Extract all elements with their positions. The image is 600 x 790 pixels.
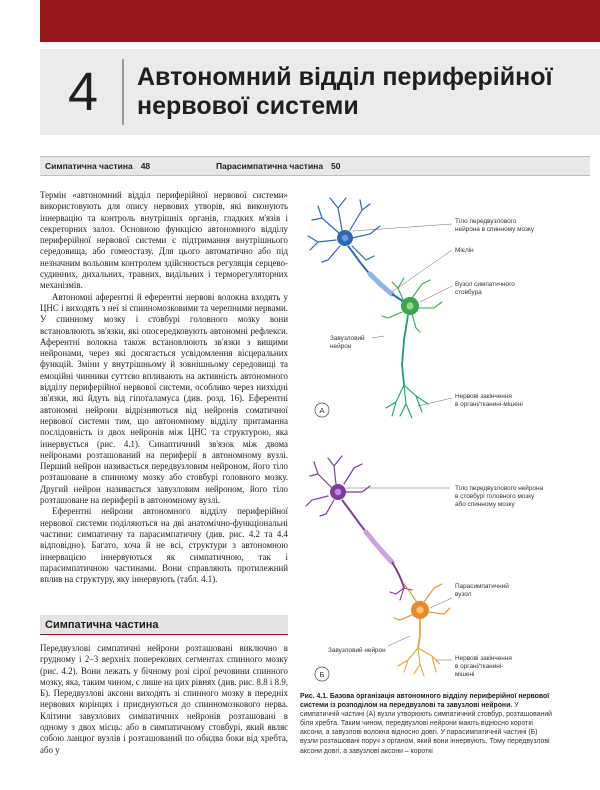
svg-text:Б: Б — [319, 670, 325, 679]
toc-item-parasympathetic[interactable] — [216, 157, 341, 175]
svg-text:А: А — [319, 406, 325, 415]
label-preganglionic-b: Тіло передвузлового нейрона — [455, 485, 544, 492]
chapter-title-line1: Автономний відділ периферійної — [137, 63, 553, 91]
svg-text:стовбура: стовбура — [455, 289, 482, 296]
chapter-header — [40, 49, 600, 135]
postganglionic-axon-a — [402, 315, 408, 385]
body-text — [40, 190, 288, 585]
svg-text:нейрон: нейрон — [330, 343, 352, 350]
figure-caption — [300, 692, 555, 756]
label-ganglion-a: Вузол симпатичного — [455, 281, 515, 288]
chapter-divider — [122, 59, 124, 125]
paragraph: Еферентні нейрони автономного відділу периферійної нервової системи поділяються на дві анатомічно-функціональні частини: симпатичну та парасимпатичну (див. рис. 4.2 та 4.4 відповідно). Багато, хоча й не всі, структури з автономною іннервацією іннервуються як симпатичною, так і парасимпатичною частинами. Вони справляють протилежний вплив на структуру, яку іннервують (табл. 4.1). — [40, 506, 288, 585]
nerve-endings-b — [398, 648, 440, 676]
svg-text:або спинному мозку: або спинному мозку — [455, 501, 515, 508]
paragraph: Автономні аферентні й еферентні нервові волокна входять у ЦНС і виходять з неї зі спинномозковими та черепними нервами. У спинному мозку і стовбурі головного мозку вони встановлюють зв'язки, які опосередковують автономні рефлекси. Аферентні волокна також встановлюють зв'язки з вищими нейронами, через які досягається усвідомлення вісцеральних функцій. Зміни у внутрішньому й зовнішньому середовищі та емоційні чинники суттєво впливають на активність автономного відділу периферійної нервової системи, особливо через низхідні зв'язки, які йдуть від гіпоталамуса (див. розд. 16). Еферентні автономні нейрони відрізняються від нейронів соматичної нервової системи тим, що автономному відділу притаманна послідовність із двох нейронів між ЦНС та структурою, яка іннервується (рис. 4.1). Синаптичний зв'язок між двома нейронами розташований на периферії в автономному вузлі. Перший нейрон називається передвузловим нейроном, його тіло розташоване в спинному мозку або стовбурі головного мозку. Другий нейрон називається завузловим нейроном, його тіло розташоване на периферії в автономному вузлі. — [40, 291, 288, 506]
label-myelin-a: Мієлін — [455, 247, 474, 254]
svg-text:мішені: мішені — [455, 671, 475, 678]
toc-item-sympathetic[interactable] — [45, 157, 150, 175]
section-heading: Симпатична частина — [40, 615, 288, 635]
label-endings-b: Нервові закінчення — [455, 655, 512, 662]
chapter-color-bar — [40, 0, 600, 42]
chapter-title-line2: нервової системи — [137, 92, 359, 120]
toc-label: Парасимпатична частина — [216, 161, 324, 171]
chapter-contents-bar — [40, 156, 590, 176]
chapter-title — [137, 63, 557, 121]
toc-page: 50 — [331, 161, 341, 171]
svg-text:нейрона в спинному мозку: нейрона в спинному мозку — [455, 226, 534, 233]
paragraph: Термін «автономний відділ периферійної нервової системи» використовують для опису нервових утворів, які виконують іннервацію та контроль внутрішніх органів, гладких м'язів і секреторних залоз. Основною функцією автономного відділу периферійної нервової системи є підтримання внутрішнього середовища, або гомеостазу. Для цього автоматично або під незначним вольовим контролем здійснюється регуляція серцево-судинних, дихальних, травних, видільних і терморегуляторних механізмів. — [40, 190, 288, 291]
body-text-continued — [40, 643, 288, 756]
svg-text:в органі/тканині-: в органі/тканині- — [455, 663, 504, 670]
label-preganglionic-a: Тіло передвузлового — [455, 218, 517, 225]
neuron-diagram — [300, 190, 600, 690]
label-postganglionic-a: Завузловий — [330, 335, 365, 342]
chapter-number: 4 — [67, 62, 99, 122]
label-postganglionic-b: Завузловий нейрон — [328, 647, 386, 654]
myelin-sheath-a — [370, 274, 392, 294]
caption-lead: Рис. 4.1. Базова організація автономного відділу периферійної нервової системи із розподілом на передвузлові та завузлові нейрони. — [300, 693, 550, 710]
toc-page: 48 — [140, 161, 151, 171]
postganglionic-axon-b — [418, 619, 420, 648]
caption-text: У симпатичній частині (А) вузли утворюють симпатичний стовбур, розташований біля хребта. Таким чином, передвузлові нейрони мають відносно короткі аксони, а завузлові волокна відносно довгі. У парасимпатичній частині (Б) вузли розташовані поруч з органом, який вони іннервують. Тому передвузлові аксони довгі, а завузлові аксони – короткі — [300, 702, 553, 755]
label-ganglion-b: Парасимпатичний — [455, 583, 509, 590]
label-endings-a: Нервові закінчення — [455, 393, 512, 400]
svg-text:в стовбурі головного мозку: в стовбурі головного мозку — [455, 493, 535, 500]
svg-text:в органі/тканині-мішені: в органі/тканині-мішені — [455, 401, 523, 408]
panel-b — [306, 456, 544, 681]
svg-text:вузол: вузол — [455, 591, 472, 598]
nerve-endings-a — [386, 385, 428, 418]
toc-label: Симпатична частина — [45, 161, 133, 171]
myelin-sheath-b — [366, 532, 392, 562]
panel-a — [308, 198, 535, 418]
paragraph: Передвузлові симпатичні нейрони розташовані виключно в грудному і 2–3 верхніх поперекових сегментах спинного мозку (рис. 4.2). Вони лежать у бічному розі сірої речовини спинного мозку, яка, таким чином, є лише на цих рівнях (див. рис. 8.8 і 8.9, Б). Передвузлові аксони виходять зі спинного мозку в передніх нервових корінцях і приєднуються до спинномозкового нерва. Клітини завузлових симпатичних нейронів розташовані в одному з двох місць: або в симпатичному стовбурі, який являє собою ланцюг вузлів і розташований по обидва боки від хребта, або у — [40, 643, 288, 755]
